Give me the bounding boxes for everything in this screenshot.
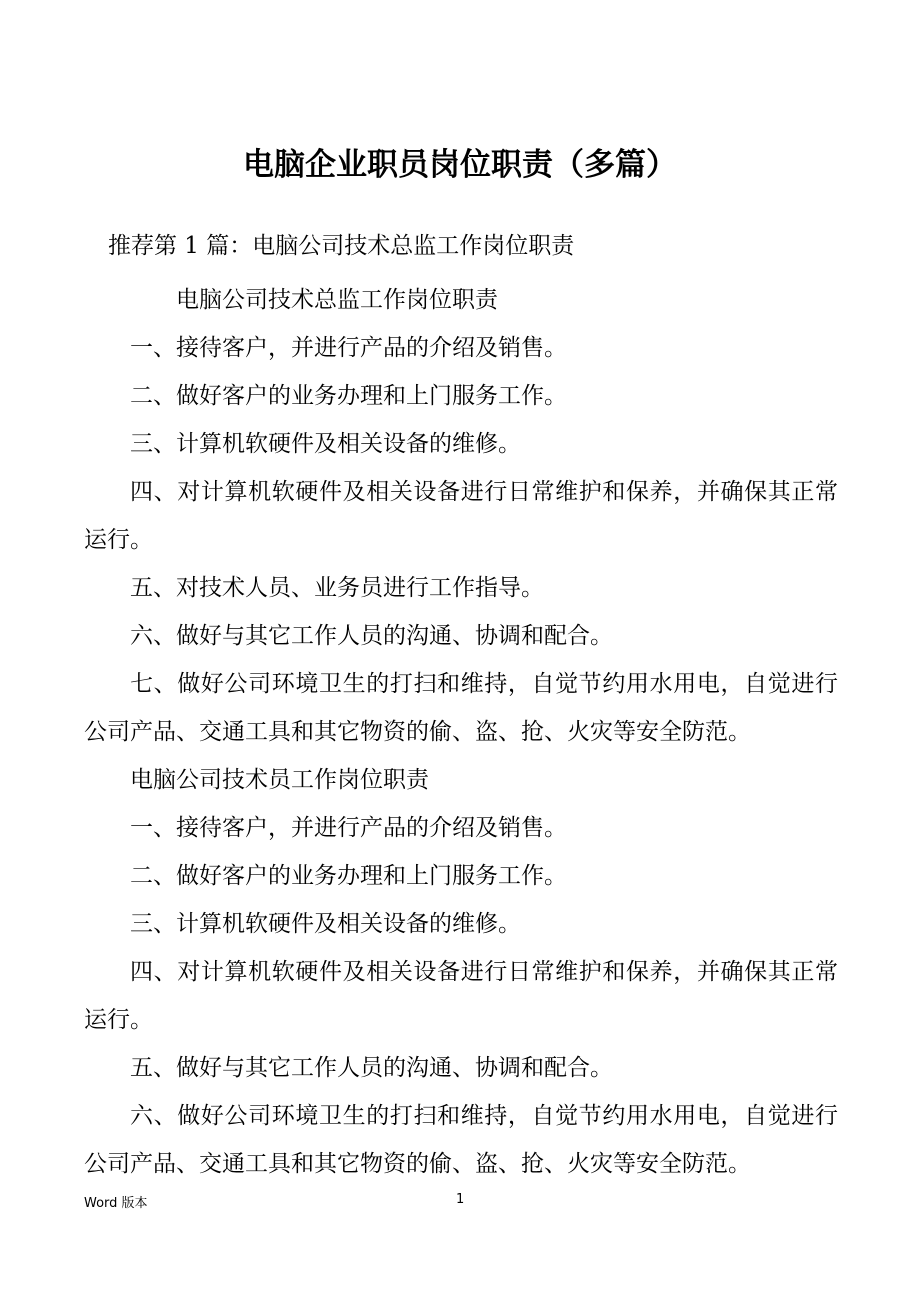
paragraph: 五、做好与其它工作人员的沟通、协调和配合。 [130,1055,613,1081]
section-heading: 推荐第 1 篇：电脑公司技术总监工作岗位职责 [108,233,575,259]
paragraph: 五、对技术人员、业务员进行工作指导。 [130,575,544,601]
paragraph: 四、对计算机软硬件及相关设备进行日常维护和保养，并确保其正常运行。 [84,479,838,553]
paragraph-heading: 电脑公司技术员工作岗位职责 [130,767,429,793]
footer-label: Word 版本 [84,1196,148,1211]
paragraph: 六、做好公司环境卫生的打扫和维持，自觉节约用水用电，自觉进行公司产品、交通工具和其它物资的偷、盗、抢、火灾等安全防范。 [84,1103,838,1177]
paragraph: 四、对计算机软硬件及相关设备进行日常维护和保养，并确保其正常运行。 [84,959,838,1033]
paragraph: 二、做好客户的业务办理和上门服务工作。 [130,383,567,409]
paragraph: 一、接待客户，并进行产品的介绍及销售。 [130,815,567,841]
paragraph: 二、做好客户的业务办理和上门服务工作。 [130,863,567,889]
paragraph: 三、计算机软硬件及相关设备的维修。 [130,431,521,457]
paragraph: 一、接待客户，并进行产品的介绍及销售。 [130,335,567,361]
paragraph: 七、做好公司环境卫生的打扫和维持，自觉节约用水用电，自觉进行公司产品、交通工具和其它物资的偷、盗、抢、火灾等安全防范。 [84,671,838,745]
page-number: 1 [456,1192,465,1207]
paragraph-heading: 电脑公司技术总监工作岗位职责 [176,287,498,313]
paragraph: 三、计算机软硬件及相关设备的维修。 [130,911,521,937]
document-title: 电脑企业职员岗位职责（多篇） [243,147,677,183]
paragraph: 六、做好与其它工作人员的沟通、协调和配合。 [130,623,613,649]
document-body [84,276,838,1188]
